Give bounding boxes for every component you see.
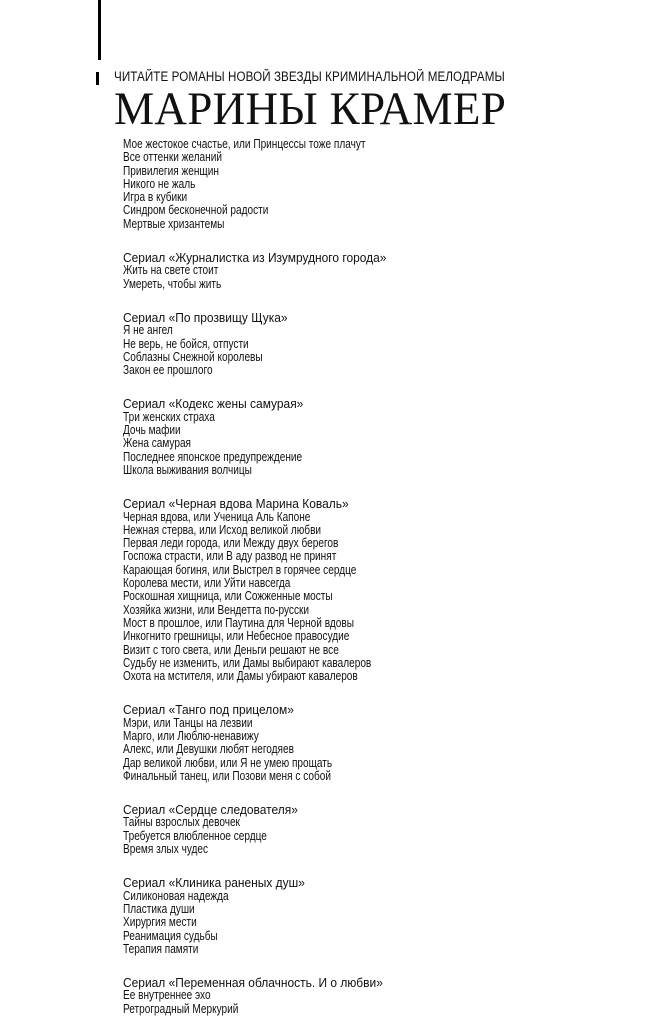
- book-title: Требуется влюбленное сердце: [123, 828, 267, 843]
- book-title: Марго, или Люблю-ненавижу: [123, 728, 259, 743]
- book-title: Нежная стерва, или Исход великой любви: [123, 522, 322, 537]
- author-title: МАРИНЫ КРАМЕР: [114, 83, 507, 135]
- book-title: Дочь мафии: [123, 423, 181, 438]
- book-title: Никого не жаль: [123, 176, 196, 191]
- series-group: [123, 138, 643, 231]
- book-title: Мое жестокое счастье, или Принцессы тоже плачут: [123, 137, 366, 151]
- series-group: [123, 803, 643, 856]
- book-title: Привилегия женщин: [123, 163, 219, 178]
- book-title: Госпожа страсти, или В аду развод не принят: [123, 549, 337, 564]
- series-title: Сериал «Переменная облачность. И о любви»: [123, 975, 383, 991]
- series-group: [123, 311, 643, 377]
- book-title: Соблазны Снежной королевы: [123, 349, 263, 364]
- book-title: Алекс, или Девушки любят негодяев: [123, 742, 294, 757]
- book-title: Роскошная хищница, или Сожженные мосты: [123, 589, 333, 604]
- book-title: Мост в прошлое, или Паутина для Черной вдовы: [123, 615, 355, 630]
- tagline-marker: [96, 72, 99, 85]
- book-title: Первая леди города, или Между двух берегов: [123, 536, 339, 551]
- book-title: Королева мести, или Уйти навсегда: [123, 576, 291, 591]
- series-title: Сериал «Черная вдова Марина Коваль»: [123, 496, 349, 512]
- book-title: Черная вдова, или Ученица Аль Капоне: [123, 509, 311, 524]
- series-group: [123, 397, 643, 477]
- book-title: Хирургия мести: [123, 915, 197, 930]
- series-title: Сериал «Танго под прицелом»: [123, 702, 294, 718]
- series-title: Сериал «Кодекс жены самурая»: [123, 396, 304, 412]
- book-title: Дар великой любви, или Я не умею прощать: [123, 755, 333, 770]
- book-title: Я не ангел: [123, 323, 173, 338]
- book-title: Пластика души: [123, 901, 195, 916]
- series-group: [123, 876, 643, 956]
- book-title: Судьбу не изменить, или Дамы выбирают кавалеров: [123, 655, 372, 670]
- book-title: Последнее японское предупреждение: [123, 449, 303, 464]
- book-title: Время злых чудес: [123, 842, 209, 857]
- vertical-rule: [98, 0, 101, 60]
- book-title: Терапия памяти: [123, 941, 199, 956]
- book-title: Мэри, или Танцы на лезвии: [123, 715, 253, 730]
- book-title: Закон ее прошлого: [123, 363, 213, 378]
- book-title: Инкогнито грешницы, или Небесное правосудие: [123, 629, 350, 644]
- series-title: Сериал «Журналистка из Изумрудного города»: [123, 250, 387, 266]
- book-title: Синдром бесконечной радости: [123, 203, 269, 218]
- series-group: [123, 976, 643, 1016]
- series-group: [123, 703, 643, 783]
- book-title: Силиконовая надежда: [123, 888, 229, 903]
- book-title: Мертвые хризантемы: [123, 216, 225, 231]
- book-title: Тайны взрослых девочек: [123, 815, 240, 830]
- book-title: Ее внутреннее эхо: [123, 988, 211, 1003]
- series-title: Сериал «По прозвищу Щука»: [123, 309, 288, 325]
- book-title: Карающая богиня, или Выстрел в горячее сердце: [123, 562, 357, 577]
- book-title: Умереть, чтобы жить: [123, 276, 222, 291]
- book-title: Реанимация судьбы: [123, 928, 218, 943]
- book-title: Охота на мстителя, или Дамы убирают кавалеров: [123, 669, 358, 684]
- book-title: Жена самурая: [123, 436, 192, 451]
- series-group: [123, 497, 643, 683]
- book-title: Не верь, не бойся, отпусти: [123, 336, 249, 351]
- series-group: [123, 251, 643, 291]
- book-title: Визит с того света, или Деньги решают не все: [123, 642, 339, 657]
- book-title: Жить на свете стоит: [123, 263, 219, 278]
- book-title: Ретроградный Меркурий: [123, 1001, 239, 1016]
- book-title: Все оттенки желаний: [123, 150, 222, 165]
- book-list: [123, 138, 643, 1036]
- book-title: Три женских страха: [123, 409, 215, 424]
- book-title: Школа выживания волчицы: [123, 462, 252, 477]
- book-title: Хозяйка жизни, или Вендетта по-русски: [123, 602, 310, 617]
- book-title: Игра в кубики: [123, 190, 188, 205]
- series-title: Сериал «Сердце следователя»: [123, 802, 298, 818]
- tagline: ЧИТАЙТЕ РОМАНЫ НОВОЙ ЗВЕЗДЫ КРИМИНАЛЬНОЙ МЕЛОДРАМЫ: [114, 69, 505, 84]
- book-title: Финальный танец, или Позови меня с собой: [123, 768, 331, 783]
- series-title: Сериал «Клиника раненых душ»: [123, 875, 305, 891]
